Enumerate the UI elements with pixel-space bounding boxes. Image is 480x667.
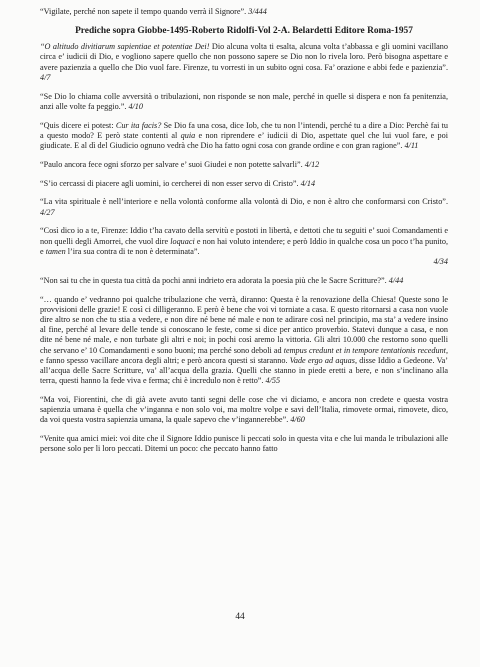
paragraph-text: “Non sai tu che in questa tua città da pochi anni indrieto era adorata la poesia più che le Sacre Scritture?”. xyxy=(40,275,389,285)
italic-text: 4/55 xyxy=(265,376,281,386)
paragraph-text: l’ira sua contra di te non è determinata”. xyxy=(65,246,200,256)
italic-text: 4/14 xyxy=(300,178,316,188)
quote-paragraph xyxy=(40,295,448,387)
quote-paragraph xyxy=(40,226,448,267)
paragraph-text: “Ma voi, Fiorentini, che di già avete avuto tanti segni delle cose che vi diciamo, e ancora non credete e questa vostra sapienzia umana è quella che v’inganna e non solo voi, ma moltre volpe e savi dell’Italia, rimovete ormai, rimovete, dico, da voi questa vostra sapienzia umana, la quale sapevo che v’ingannerebbe”. xyxy=(40,395,448,425)
page-number: 44 xyxy=(235,612,245,622)
quote-paragraph xyxy=(40,160,448,170)
italic-text: 4/10 xyxy=(128,101,143,111)
italic-text: “O altitudo divitiarum sapientiae et potentiae Dei! xyxy=(40,42,212,52)
paragraph-text: “S’io cercassi di piacere agli uomini, io cercherei di non esser servo di Cristo”. xyxy=(40,178,301,188)
quote-list xyxy=(40,42,448,454)
paragraph-text: “Così dico io a te, Firenze: Iddio t’ha cavato della servitù e postoti in libertà, e dettoti che tu seguiti e’ suoi Comandamenti e non quelli degli Amorrei, che vuol dire xyxy=(40,226,448,246)
top-quote xyxy=(40,7,448,17)
section-heading: Prediche sopra Giobbe-1495-Roberto Ridolfi-Vol 2-A. Belardetti Editore Roma-1957 xyxy=(75,26,413,37)
quote-paragraph xyxy=(40,42,448,83)
paragraph-text: , e fanno spesso vacillare ancora degli altri; e però ancora questi si staranno. xyxy=(40,345,448,365)
quote-paragraph xyxy=(40,92,448,112)
italic-text: tempus credunt et in tempore tentationis recedunt xyxy=(283,345,446,355)
quote-paragraph xyxy=(40,197,448,217)
paragraph-text: e non hai voluto intendere; e però Iddio in qualche cosa un poco t’ha punito, e xyxy=(40,236,449,256)
paragraph-text: Se Dio fa una cosa, dice Iob, che tu non l’intendi, perché tu a dire a Dio: Perchè fai tu a questo modo? E però state contenti al xyxy=(40,120,448,140)
paragraph-text: “Quis dicere ei potest: xyxy=(40,120,116,130)
italic-text: Cur ita facis? xyxy=(115,120,162,130)
italic-text: 4/11 xyxy=(404,141,419,151)
italic-text: loquaci xyxy=(170,236,195,246)
italic-text: 4/60 xyxy=(290,415,305,425)
italic-text: Vade ergo ad aquas xyxy=(289,355,355,365)
quote-paragraph xyxy=(40,179,448,189)
italic-text: quia xyxy=(180,130,196,140)
quote-paragraph xyxy=(40,434,448,454)
paragraph-text: , disse Iddio a Gedeone. Va’ all’acqua delle Sacre Scritture, va’ all’acqua della grazia. Quelli che stanno in piede eretti a bere, e non s’inclinano alla terra, questi hanno la fede viva e ferma; chi è incredulo non è retto”. xyxy=(40,355,448,386)
paragraph-text: Dio alcuna volta ti esalta, alcuna volta t’abbassa e gli uomini vacillano circa e’ iudicii di Dio, e vogliono sapere quello che non possono sapere se Dio non lo rivela loro. Però bisogna aspettare e avere pazienzia a quello che Dio vuol fare. Firenze, tu vorresti in un subito ogni cosa. Fa’ orazione e abbi fede e pazienzia”. xyxy=(40,42,448,72)
quote-paragraph xyxy=(40,121,448,152)
paragraph-text: “La vita spirituale è nell’interiore e nella volontà conforme alla volontà di Dio, e non è altro che conformarsi con Cristo”. xyxy=(40,197,448,207)
top-quote-ref: 3/444 xyxy=(248,7,267,16)
italic-text: 4/27 xyxy=(40,207,55,217)
italic-text: tamen xyxy=(45,246,66,256)
paragraph-text: “Paulo ancora fece ogni sforzo per salvare e’ suoi Giudei e non potette salvarli”. xyxy=(40,159,305,169)
quote-paragraph xyxy=(40,395,448,426)
paragraph-text: e non riprendere e’ iudicii di Dio, aspettate quel che lui vuol fare, e poi giudicate. E al dì del Giudicio ognuno vedrà che Dio ha fatto ogni cosa con grande ordine e con gran ragione”. xyxy=(40,130,448,151)
paragraph-text: “Se Dio lo chiama colle avversità o tribulazioni, non risponde se non male, perché in quelle si dispera e non fa penitenzia, anzi alle volte fa peggio.”. xyxy=(40,91,448,111)
italic-text: 4/7 xyxy=(40,72,51,82)
paragraph-ref: 4/34 xyxy=(433,257,448,267)
italic-text: 4/12 xyxy=(304,159,320,169)
italic-text: 4/44 xyxy=(388,275,404,285)
paragraph-text: “… quando e’ vedranno poi qualche tribulazione che verrà, diranno: Questa è la renovazione della Chiesa! Queste sono le provvisioni delle grazie! E così ci dilligeranno. E però è bene che voi vi torniate a casa. E questo ritornarsi a casa non vuole dire altro se non che tu stia a vedere, e non dire né bene né male e non te adirare così nel principio, ma sta’ a vedere insino al fine, perché al levare delle tende si conoscano le feste, come si dice per antico proverbio. Statevi dunque a casa, e non dite né bene né male, e non turbate gli altri e noi; in pochi così aremo la vittoria. Gli altri 10.000 che restorno sono quelli che servano e’ 10 Comandamenti e sono buoni; ma perché sono deboli ad xyxy=(40,294,448,355)
paragraph-text: “Venite qua amici miei: voi dite che il Signore Iddio punisce li peccati solo in questa vita e che lui manda le tribulazioni alle persone solo per li loro peccati. Ditemi un poco: che peccato hanno fatto xyxy=(40,434,448,454)
quote-paragraph xyxy=(40,276,448,286)
top-quote-text: “Vigilate, perché non sapete il tempo quando verrà il Signore”. xyxy=(40,7,249,16)
